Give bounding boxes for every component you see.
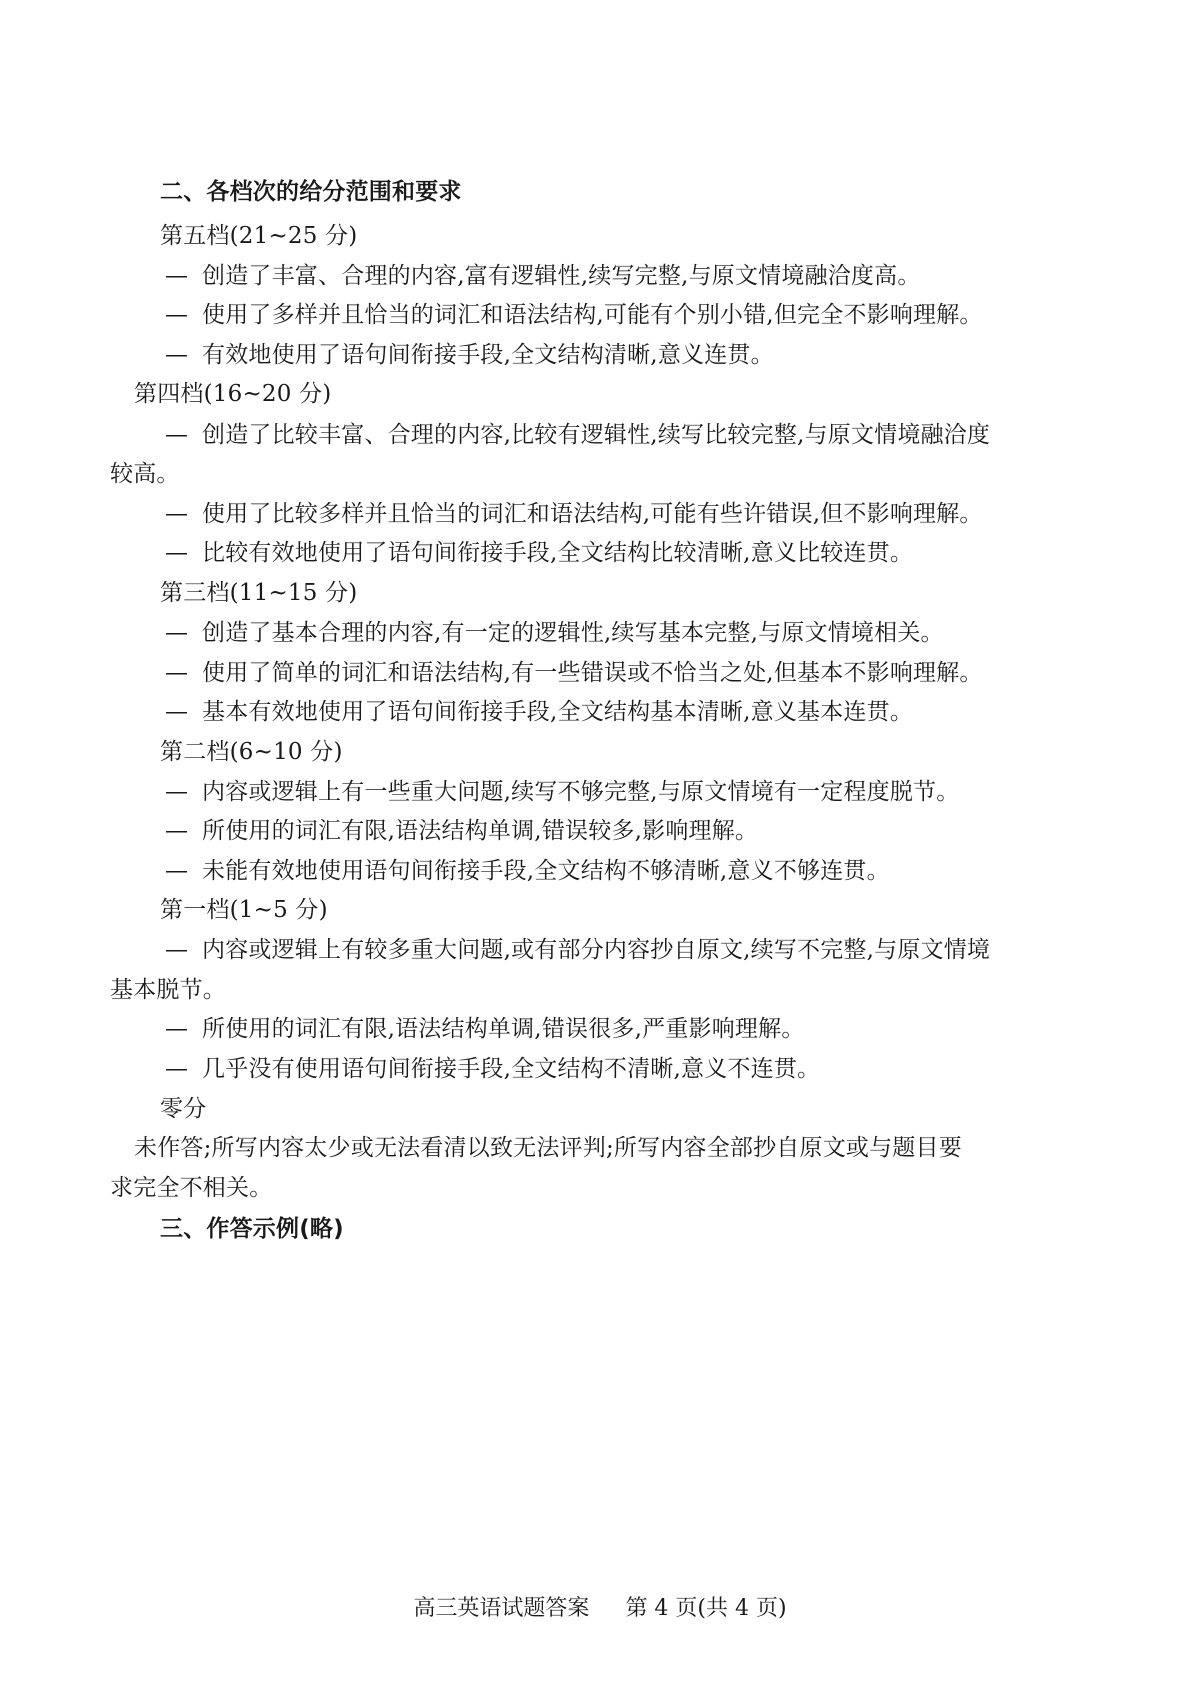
tier-4-item-2: 使用了比较多样并且恰当的词汇和语法结构,可能有些许错误,但不影响理解。 (202, 501, 983, 527)
tier-3-title: 第三档(11~15 分) (160, 580, 358, 606)
page-footer (0, 1594, 1200, 1624)
tier-5-title: 第五档(21~25 分) (160, 223, 358, 249)
tier-2-item-3: 未能有效地使用语句间衔接手段,全文结构不够清晰,意义不够连贯。 (202, 858, 890, 884)
bullet-dash: — (165, 937, 188, 963)
tier-1-title: 第一档(1~5 分) (160, 897, 328, 923)
bullet-dash: — (165, 342, 188, 368)
tier-3-item-3: 基本有效地使用了语句间衔接手段,全文结构基本清晰,意义基本连贯。 (202, 699, 914, 725)
bullet-dash: — (165, 302, 188, 328)
tier-1-item-3: 几乎没有使用语句间衔接手段,全文结构不清晰,意义不连贯。 (202, 1056, 821, 1082)
tier-4-item-1-cont: 较高。 (110, 461, 180, 487)
zero-score-title: 零分 (160, 1096, 207, 1122)
tier-2-item-2: 所使用的词汇有限,语法结构单调,错误较多,影响理解。 (202, 818, 759, 844)
tier-1-item-1: 内容或逻辑上有较多重大问题,或有部分内容抄自原文,续写不完整,与原文情境 (202, 937, 991, 963)
tier-2-item-1: 内容或逻辑上有一些重大问题,续写不够完整,与原文情境有一定程度脱节。 (202, 779, 960, 805)
bullet-dash: — (165, 1016, 188, 1042)
bullet-dash: — (165, 858, 188, 884)
section-2-heading: 二、各档次的给分范围和要求 (160, 179, 462, 205)
bullet-dash: — (165, 699, 188, 725)
tier-5-item-3: 有效地使用了语句间衔接手段,全文结构清晰,意义连贯。 (202, 342, 774, 368)
zero-score-line-1: 未作答;所写内容太少或无法看清以致无法评判;所写内容全部抄自原文或与题目要 (134, 1135, 962, 1161)
tier-5-item-2: 使用了多样并且恰当的词汇和语法结构,可能有个别小错,但完全不影响理解。 (202, 302, 983, 328)
tier-4-item-3: 比较有效地使用了语句间衔接手段,全文结构比较清晰,意义比较连贯。 (202, 540, 914, 566)
footer-page-number: 第 4 页(共 4 页) (625, 1596, 787, 1621)
bullet-dash: — (165, 660, 188, 686)
tier-4-title: 第四档(16~20 分) (134, 381, 332, 407)
bullet-dash: — (165, 501, 188, 527)
tier-3-item-2: 使用了简单的词汇和语法结构,有一些错误或不恰当之处,但基本不影响理解。 (202, 660, 983, 686)
bullet-dash: — (165, 422, 188, 448)
tier-2-title: 第二档(6~10 分) (160, 739, 343, 765)
bullet-dash: — (165, 779, 188, 805)
zero-score-line-2: 求完全不相关。 (110, 1175, 273, 1201)
tier-5-item-1: 创造了丰富、合理的内容,富有逻辑性,续写完整,与原文情境融洽度高。 (202, 263, 921, 289)
section-3-heading: 三、作答示例(略) (160, 1216, 344, 1242)
bullet-dash: — (165, 818, 188, 844)
footer-doc-title: 高三英语试题答案 (413, 1596, 590, 1621)
bullet-dash: — (165, 1056, 188, 1082)
bullet-dash: — (165, 620, 188, 646)
tier-4-item-1: 创造了比较丰富、合理的内容,比较有逻辑性,续写比较完整,与原文情境融洽度 (202, 422, 991, 448)
tier-3-item-1: 创造了基本合理的内容,有一定的逻辑性,续写基本完整,与原文情境相关。 (202, 620, 944, 646)
tier-1-item-2: 所使用的词汇有限,语法结构单调,错误很多,严重影响理解。 (202, 1016, 805, 1042)
tier-1-item-1-cont: 基本脱节。 (110, 977, 226, 1003)
bullet-dash: — (165, 540, 188, 566)
bullet-dash: — (165, 263, 188, 289)
